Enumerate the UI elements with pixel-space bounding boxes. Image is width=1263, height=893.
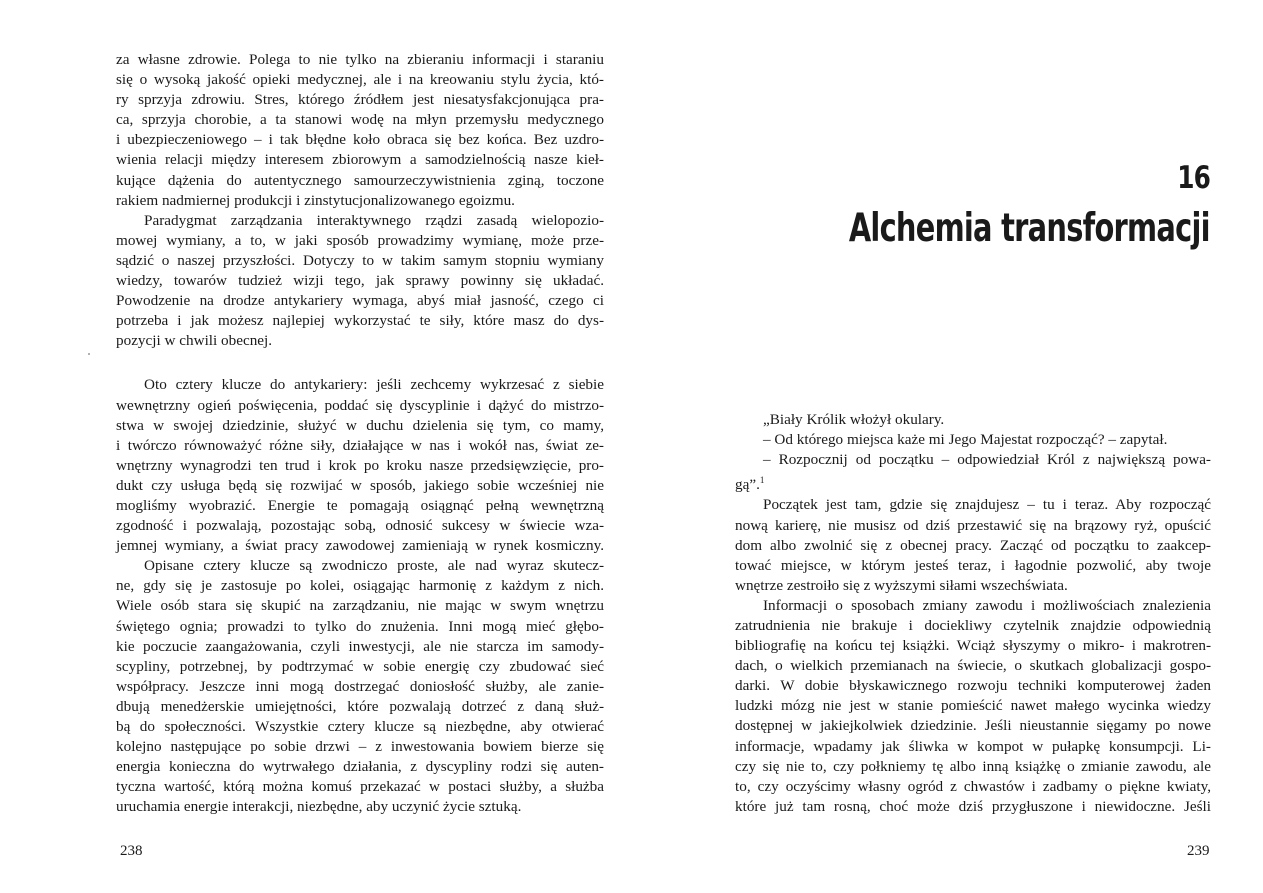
text-line: ne, gdy się je zastosuje po kolei, osiągając harmonię z każdym z nich. xyxy=(116,577,604,595)
chapter-title: Alchemia transformacji xyxy=(849,206,1210,251)
text-line: kujące dążenia do autentycznego samourzeczywistnienia zginą, toczone xyxy=(116,171,604,189)
text-line: tyczna wartość, którą można komuś przekazać w postaci służby, a służba xyxy=(116,778,604,796)
left-page xyxy=(0,0,631,893)
text-line: zgodność i pozwalają, pozostając sobą, odnosić sukcesy w świecie wza- xyxy=(116,517,604,535)
footnote-marker: 1 xyxy=(759,475,765,486)
text-line: to, czy oczyścimy własny ogród z chwastów i zadbamy o piękne kwiaty, xyxy=(735,777,1211,795)
text-line: dukt czy usługa będą się rozwijać w sposób, jakiego sobie wcześniej nie xyxy=(116,476,604,494)
text-line: Początek jest tam, gdzie się znajdujesz – tu i teraz. Aby rozpocząć xyxy=(763,496,1211,514)
text-line: współpracy. Jeszcze inni mogą dostrzegać doniosłość służby, ale zanie- xyxy=(116,677,604,695)
scan-speck xyxy=(88,353,90,355)
text-line: zatrudnienia nie brakuje i dociekliwy czytelnik znajdzie odpowiednią xyxy=(735,617,1211,634)
right-page xyxy=(631,0,1263,893)
text-line: wewnętrzny ogień poświęcenia, poddać się dyscyplinie i dążyć do mistrzo- xyxy=(116,396,604,414)
text-line: dostępnej w jakiejkolwiek dziedzinie. Jeśli nieustannie sięgamy po nowe xyxy=(735,717,1211,735)
text-line: wnętrze zestroiło się z wyższymi siłami wszechświata. xyxy=(735,576,1068,594)
text-line: wnętrzny wynagrodzi ten trud i krok po kroku nasze przedsięwzięcie, pro- xyxy=(116,456,604,474)
text-line: informacje, wpadamy jak śliwka w kompot w pułapkę konsumpcji. Li- xyxy=(735,737,1211,755)
text-line: czy się nie to, czy połkniemy tę albo inną książkę o zmianie zawodu, ale xyxy=(735,757,1211,775)
text-line: – Od którego miejsca każe mi Jego Majestat rozpocząć? – zapytał. xyxy=(763,431,1168,449)
text-line: jemnej wymiany, a świat pracy zawodowej zamieniają w rynek kosmiczny. xyxy=(116,537,604,555)
page-number: 239 xyxy=(1187,843,1210,859)
text-line: wiedzy, towarów tudzież wizji tego, jak sprawy powinny się układać. xyxy=(116,272,604,290)
text-line: Informacji o sposobach zmiany zawodu i możliwościach znalezienia xyxy=(763,596,1211,614)
text-line: scypliny, potrzebnej, by podtrzymać w sobie energię czy zbudować sieć xyxy=(116,657,604,675)
text-line: sądzić o naszej przyszłości. Dotyczy to w takim samym stopniu wymiany xyxy=(116,251,604,269)
left-page-body xyxy=(116,50,604,817)
text-line: mogliśmy wyobrazić. Energie te pomagają osiągnąć pełną wewnętrzną xyxy=(116,496,604,514)
text-line: i ubezpieczeniowego – i tak błędne koło obraca się bez końca. Bez uzdro- xyxy=(116,131,604,149)
text-line: kie poczucie zaangażowania, czyli inwestycji, ale nie starcza im samody- xyxy=(116,637,604,655)
right-page-body xyxy=(735,410,1211,817)
text-line: które już tam rosną, choć może dziś przygłuszone i niewidoczne. Jeśli xyxy=(735,797,1211,815)
text-line: i twórczo równoważyć różne siły, działające w nas i wokół nas, świat ze- xyxy=(116,436,604,454)
text-line: Powodzenie na drodze antykariery wymaga, abyś miał jasność, czego ci xyxy=(116,292,604,310)
text-line: – Rozpocznij od początku – odpowiedział Król z największą powa- xyxy=(763,451,1211,469)
chapter-number: 16 xyxy=(1177,160,1210,196)
text-line: świętego ognia; prowadzi to tylko do znużenia. Inni mogą mieć głębo- xyxy=(116,617,604,635)
text-line: Paradygmat zarządzania interaktywnego rządzi zasadą wielopozio- xyxy=(144,211,604,229)
text-line: Oto cztery klucze do antykariery: jeśli zechcemy wykrzesać z siebie xyxy=(144,376,604,394)
text-line: potrzeba i jak możesz najlepiej wykorzystać te siły, które masz do dys- xyxy=(116,312,604,330)
text-line: tować miejsce, w którym jesteś teraz, i łagodnie pozwolić, aby twoje xyxy=(735,556,1211,574)
text-line: bą do społeczności. Wszystkie cztery klucze są niezbędne, aby otwierać xyxy=(116,718,604,735)
text-line: uruchamia energie interakcji, niezbędne, aby uczynić życie sztuką. xyxy=(116,798,522,816)
text-line xyxy=(735,470,1211,495)
text-line: dbują menedżerskie umiejętności, które pozwalają dotrzeć z daną służ- xyxy=(116,697,604,715)
text-line: się o wysoką jakość opieki medycznej, ale i na kreowaniu stylu życia, któ- xyxy=(116,71,604,89)
text-line: za własne zdrowie. Polega to nie tylko na zbieraniu informacji i staraniu xyxy=(116,51,604,68)
text-line-content: gą”. xyxy=(735,476,760,494)
text-line: energia konieczna do wytrwałego działania, z dyscypliny rodzi się auten- xyxy=(116,758,604,776)
text-line: stwa w swojej dziedzinie, służyć w duchu dzielenia się tym, co mamy, xyxy=(116,416,604,434)
text-line: mowej wymiany, a to, w jaki sposób prowadzimy wymianę, może prze- xyxy=(116,231,604,249)
page-number: 238 xyxy=(120,843,143,859)
text-line: dach, o wielkich przemianach na świecie, o skutkach globalizacji gospo- xyxy=(735,657,1211,675)
text-line: kolejno następujące po sobie drzwi – z inwestowania bowiem bierze się xyxy=(116,738,604,756)
text-line: ludzki mózg nie jest w stanie pomieścić nawet małego wycinka wiedzy xyxy=(735,697,1211,715)
text-line: Wiele osób stara się skupić na zarządzaniu, nie mając w swym wnętrzu xyxy=(116,597,604,615)
text-line: wienia relacji między interesem zbiorowym a samodzielnością nasze kieł- xyxy=(116,151,604,169)
text-line: dom albo zwolnić się z obecnej pracy. Zacząć od początku to zaakcep- xyxy=(735,536,1211,554)
text-line: rakiem nadmiernej produkcji i zinstytucjonalizowanego egoizmu. xyxy=(116,191,515,209)
text-line: ry sprzyja zdrowiu. Stres, którego źródłem jest niesatysfakcjonująca pra- xyxy=(116,91,604,109)
text-line: darki. W dobie błyskawicznego rozwoju techniki komputerowej żaden xyxy=(735,677,1211,695)
text-line: Opisane cztery klucze są zwodniczo proste, ale nad wyraz skutecz- xyxy=(144,557,604,575)
text-line: pozycji w chwili obecnej. xyxy=(116,332,273,350)
text-line: ca, sprzyja chorobie, a ta stanowi wodę na młyn przemysłu medycznego xyxy=(116,111,604,129)
text-line: „Biały Królik włożył okulary. xyxy=(763,411,945,428)
text-line: nową karierę, nie musisz od dziś przestawić się na brązowy ryż, opuścić xyxy=(735,516,1211,534)
text-line: bibliografię na końcu tej książki. Wciąż słyszymy o mikro- i makrotren- xyxy=(735,637,1211,655)
